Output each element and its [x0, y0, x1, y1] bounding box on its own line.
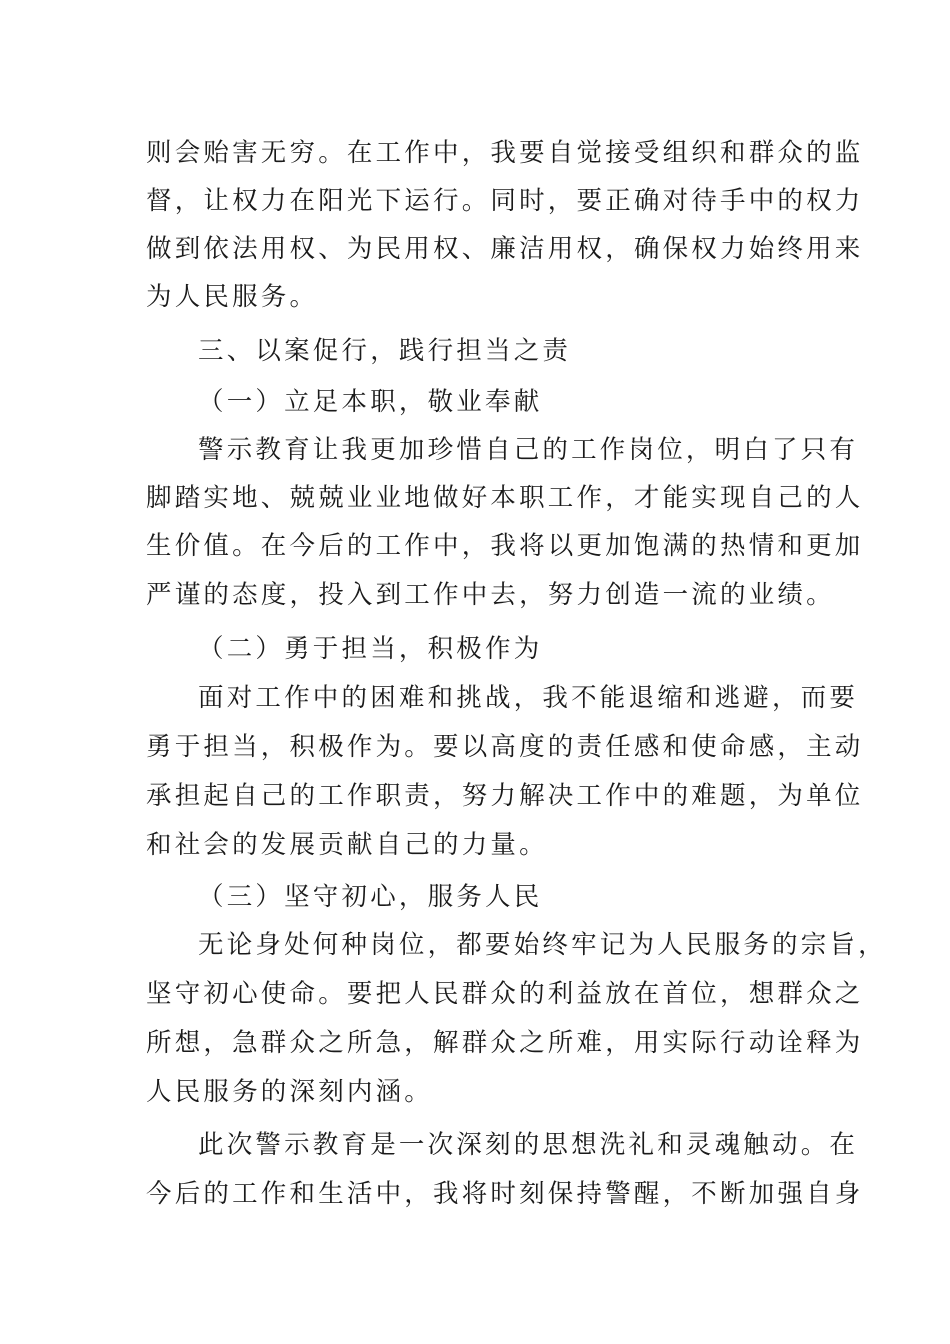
body-text-line: 勇于担当，积极作为。要以高度的责任感和使命感，主动: [146, 732, 864, 762]
body-text-line: 和社会的发展贡献自己的力量。: [146, 830, 548, 860]
body-text-line: 坚守初心使命。要把人民群众的利益放在首位，想群众之: [146, 979, 864, 1009]
subsection-heading: （二）勇于担当，积极作为: [198, 634, 543, 664]
body-text-line: 所想，急群众之所急，解群众之所难，用实际行动诠释为: [146, 1028, 864, 1058]
body-text-line: 警示教育让我更加珍惜自己的工作岗位，明白了只有: [198, 435, 859, 465]
subsection-heading: （一）立足本职，敬业奉献: [198, 387, 543, 417]
body-text-line: 严谨的态度，投入到工作中去，努力创造一流的业绩。: [146, 580, 835, 610]
body-text-line: 则会贻害无穷。在工作中，我要自觉接受组织和群众的监: [146, 138, 864, 168]
body-text-line: 承担起自己的工作职责，努力解决工作中的难题，为单位: [146, 781, 864, 811]
body-text-line: 人民服务的深刻内涵。: [146, 1077, 434, 1107]
body-text-line: 脚踏实地、兢兢业业地做好本职工作，才能实现自己的人: [146, 483, 864, 513]
subsection-heading: （三）坚守初心，服务人民: [198, 882, 543, 912]
body-text-line: 无论身处何种岗位，都要始终牢记为人民服务的宗旨，: [198, 930, 887, 960]
section-heading: 三、以案促行，践行担当之责: [198, 336, 572, 366]
body-text-line: 为人民服务。: [146, 282, 319, 312]
body-text-line: 面对工作中的困难和挑战，我不能退缩和逃避，而要: [198, 683, 859, 713]
body-text-line: 做到依法用权、为民用权、廉洁用权，确保权力始终用来: [146, 234, 864, 264]
body-text-line: 督，让权力在阳光下运行。同时，要正确对待手中的权力: [146, 186, 864, 216]
body-text-line: 此次警示教育是一次深刻的思想洗礼和灵魂触动。在: [198, 1130, 859, 1160]
body-text-line: 生价值。在今后的工作中，我将以更加饱满的热情和更加: [146, 531, 864, 561]
body-text-line: 今后的工作和生活中，我将时刻保持警醒，不断加强自身: [146, 1179, 864, 1209]
